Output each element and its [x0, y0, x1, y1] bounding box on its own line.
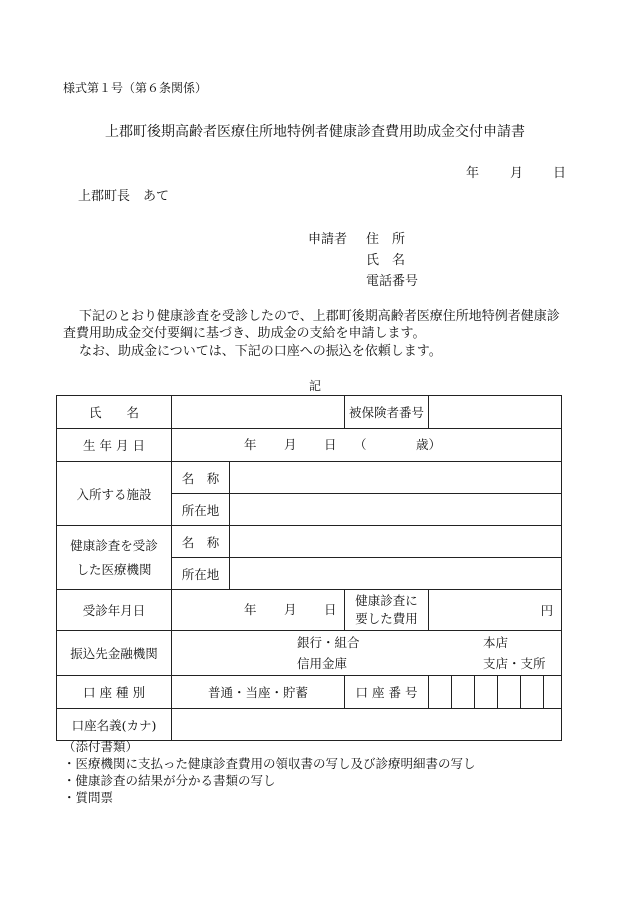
attachment-item-2: ・健康診査の結果が分かる書類の写し: [63, 773, 276, 788]
body-line-3: なお、助成金については、下記の口座への振込を依頼します。: [79, 344, 442, 359]
table-row: [57, 396, 562, 429]
exam-cost-label-line-1: 健康診査に: [355, 592, 418, 608]
medical-address-label: 所在地: [172, 558, 230, 590]
account-type-options[interactable]: 普通・当座・貯蓄: [172, 676, 345, 709]
exam-date-field[interactable]: [172, 590, 345, 631]
body-line-2: 査費用助成金交付要綱に基づき、助成金の支給を申請します。: [63, 326, 426, 341]
date-day-label: 日: [553, 166, 567, 181]
table-row: [57, 590, 562, 631]
birth-year-label: 年: [244, 437, 257, 452]
medical-name-field[interactable]: [230, 526, 562, 558]
account-digit-box[interactable]: [475, 676, 498, 709]
table-row: [57, 429, 562, 462]
exam-year-label: 年: [244, 602, 257, 617]
attachment-item-3: ・質問票: [63, 790, 114, 805]
bank-type-bank: 銀行・組合: [297, 635, 360, 650]
account-digit-box[interactable]: [452, 676, 474, 708]
ki-heading: 記: [308, 379, 321, 393]
page-title: 上郡町後期高齢者医療住所地特例者健康診査費用助成金交付申請書: [105, 124, 525, 140]
body-line-1: 下記のとおり健康診査を受診したので、上郡町後期高齢者医療住所地特例者健康診: [79, 309, 560, 324]
insured-number-label: 被保険者番号: [345, 396, 429, 429]
exam-day-label: 日: [324, 602, 337, 617]
account-digit-box[interactable]: [544, 676, 562, 709]
bank-type-shinkin: 信用金庫: [297, 656, 348, 671]
account-digit-box[interactable]: [521, 676, 544, 709]
form-number: 様式第１号（第６条関係）: [63, 81, 208, 95]
account-type-label: 口 座 種 別: [57, 676, 172, 709]
date-month-label: 月: [510, 166, 524, 181]
branch-head-office: 本店: [483, 635, 509, 650]
facility-label: 入所する施設: [57, 462, 172, 526]
birth-date-label: 生 年 月 日: [57, 429, 172, 462]
medical-name-label: 名 称: [172, 526, 230, 558]
table-row: [57, 676, 562, 709]
facility-address-field[interactable]: [230, 494, 562, 526]
exam-date-label: 受診年月日: [57, 590, 172, 631]
attachments-heading: （添付書類）: [63, 739, 139, 754]
applicant-address-label: 住 所: [366, 232, 406, 247]
facility-name-label: 名 称: [172, 462, 230, 494]
bank-label: 振込先金融機関: [57, 631, 172, 676]
bank-field[interactable]: [172, 631, 562, 676]
insured-number-field[interactable]: [429, 396, 562, 429]
birth-month-label: 月: [284, 437, 297, 452]
table-row: [57, 709, 562, 741]
table-row: [57, 462, 562, 494]
attachment-item-1: ・医療機関に支払った健康診査費用の領収書の写し及び診療明細書の写し: [63, 756, 476, 771]
birth-date-field[interactable]: [172, 429, 562, 462]
age-label: 歳）: [416, 437, 442, 452]
applicant-phone-label: 電話番号: [366, 274, 419, 289]
name-label: 氏 名: [57, 396, 172, 429]
medical-institution-label-line-1: 健康診査を受診: [70, 537, 158, 553]
birth-day-label: 日: [324, 437, 337, 452]
account-digit-box[interactable]: [498, 676, 521, 709]
account-digit-box[interactable]: [429, 676, 452, 708]
exam-cost-field[interactable]: [429, 590, 562, 631]
medical-address-field[interactable]: [230, 558, 562, 590]
table-row: [57, 526, 562, 558]
medical-institution-label: [57, 526, 172, 590]
facility-name-field[interactable]: [230, 462, 562, 494]
date-year-label: 年: [466, 166, 480, 181]
medical-institution-label-line-2: した医療機関: [76, 561, 152, 577]
account-number-digit-group: [429, 676, 475, 709]
application-table: [56, 395, 562, 741]
exam-cost-label: [345, 590, 429, 631]
yen-unit: 円: [540, 603, 554, 618]
name-field[interactable]: [172, 396, 345, 429]
account-number-label: 口 座 番 号: [345, 676, 429, 709]
branch-sub: 支店・支所: [483, 656, 546, 671]
exam-month-label: 月: [284, 602, 297, 617]
applicant-label: 申請者: [308, 232, 348, 247]
applicant-name-label: 氏 名: [366, 253, 406, 268]
addressee: 上郡町長 あて: [78, 189, 170, 204]
age-open-paren: （: [354, 437, 367, 452]
account-holder-field[interactable]: [172, 709, 562, 741]
facility-address-label: 所在地: [172, 494, 230, 526]
account-holder-label: 口座名義(カナ): [57, 709, 172, 741]
table-row: [57, 631, 562, 676]
exam-cost-label-line-2: 要した費用: [355, 611, 418, 626]
